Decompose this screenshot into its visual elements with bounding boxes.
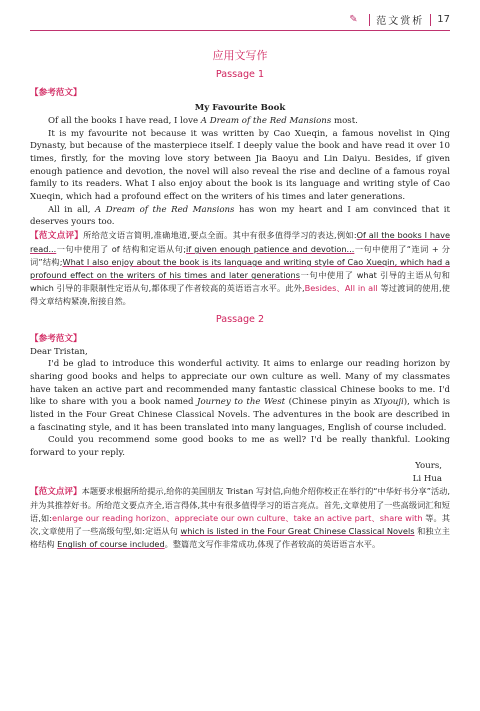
page-header [349, 12, 450, 27]
passage-1-paragraph-3: All in all, A Dream of the Red Mansions has won my heart and I am convinced that it deserves yours too. [30, 204, 450, 228]
passage-2-label: Passage 2 [215, 314, 265, 326]
section-title: 应用文写作 [212, 49, 268, 62]
header-divider [369, 14, 370, 26]
passage-2-paragraph-1: I'd be glad to introduce this wonderful activity. It aims to enlarge our reading horizon by sharing good books and helps to appreciate our own culture as well. Many of my classmates have taken an active part and recommended many fantastic classical Chinese books to me. I'd like to share with you a book named Journey to the West (Chinese pinyin as Xiyouji), which is listed in the Four Great Chinese Classical Novels. The adventures in the book are described in a fascinating style, and it has been translated into many languages, English of course included. [30, 359, 451, 433]
passage-2-paragraph-2: Could you recommend some good books to me as well? I'd be really thankful. Looking forward to your reply. [30, 435, 450, 459]
passage-1-paragraph-1: Of all the books I have read, I love A Dream of the Red Mansions most. [48, 115, 358, 126]
header-rule [30, 30, 450, 31]
passage-1-commentary: 【范文点评】所给范文语言简明,准确地道,要点全面。其中有很多值得学习的表达,例如:Of all the books I have read...一句中使用了 of 结构和定语从句;if given enough patience and devotion...一句中使用了“连词 + 分词”结构;What I also enjoy about the book is its language and writing style of Cao Xueqin, which had a profound effect on the writers of his times and later generations一句中使用了 what 引导的主语从句和 which 引导的非限制性定语从句,都体现了作者较高的英语语言水平。此外,Besides、All in all 等过渡词的使用,使得文章结构紧凑,衔接自然。 [30, 230, 450, 307]
letter-greeting: Dear Tristan, [30, 346, 88, 357]
header-divider [430, 14, 431, 26]
passage-1-paragraph-2: It is my favourite not because it was written by Cao Xueqin, a famous novelist in Qing Dynasty, but because of the masterpiece itself. I deeply value the book and have read it over 10 times, firstly, for the moving love story between Jia Baoyu and Lin Daiyu. Besides, if given enough patience and devotion, the novel will also reveal the rise and decline of a famous royal family to its readers. What I also enjoy about the book is its language and writing style of Cao Xueqin, which had a profound effect on the writers of his times and later generations. [30, 128, 450, 203]
letter-closing: Yours, [415, 460, 442, 471]
passage-1-label: Passage 1 [215, 68, 265, 80]
sample-essay-tag: 【参考范文】 [30, 88, 82, 99]
letter-signature: Li Hua [412, 473, 442, 484]
passage-2-commentary: 【范文点评】本题要求根据所给提示,给你的美国朋友 Tristan 写封信,向他介绍你校正在举行的“中华好书分享”活动,并为其推荐好书。所给范文要点齐全,语言得体,其中有很多值得学习的语言亮点。首先,文章使用了一些高级词汇和短语,如:enlarge our reading horizon、appreciate our own culture、take an active part、share with 等。其次,文章使用了一些高级句型,如:定语从句 which is listed in the Four Great Chinese Classical Novels 和独立主格结构 English of course included。整篇范文写作非常成功,体现了作者较高的英语语言水平。 [30, 486, 450, 550]
header-section-title: 范文赏析 [376, 16, 425, 27]
essay-title: My Favourite Book [194, 103, 286, 114]
sample-essay-tag: 【参考范文】 [30, 333, 82, 344]
page-number: 17 [437, 14, 450, 25]
page-content [30, 40, 450, 551]
book-icon: ✎ [349, 13, 358, 25]
